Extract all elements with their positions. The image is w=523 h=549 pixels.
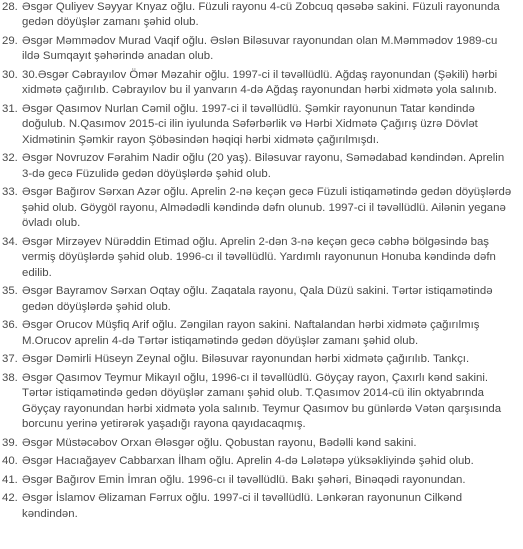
list-item [0, 185, 517, 231]
item-number: 36. [2, 319, 18, 332]
item-number: 31. [2, 103, 18, 115]
item-text: Əsgər Bağırov Sərxan Azər oğlu. Aprelin 2-nə keçən gecə Füzuli istiqamətində gedən döyüşlərdə şəhid olub. Göygöl rayonu, Almədədli kəndində dəfn olunub. 1997-ci il təvəllüdlü. Ailənin yeganə övladı olub. [22, 186, 512, 230]
list-item [0, 235, 517, 281]
item-number: 29. [2, 35, 18, 47]
item-number: 41. [2, 473, 18, 486]
item-text: Əsgər Novruzov Fərahim Nadir oğlu (20 yaş). Biləsuvar rayonu, Səmədabad kəndindən. Aprelin 3-də gecə Füzulidə gedən döyüşlərdə şəhid olub. [22, 152, 505, 180]
item-text: Əsgər Qasımov Nurlan Cəmil oğlu. 1997-ci il təvəllüdlü. Şəmkir rayonunun Tatar kəndində doğulub. N.Qasımov 2015-ci ilin iyulunda Səfərbərlik və Hərbi Xidmətə Çağırış üzrə Dövlət Xidmətinin Şəmkir rayon Şöbəsindən həqiqi hərbi xidmətə çağırılmışdı. [22, 103, 478, 146]
item-text: Əsgər Məmmədov Murad Vaqif oğlu. Əslən Biləsuvar rayonundan olan M.Məmmədov 1989-cu ildə Sumqayıt şəhərində anadan olub. [22, 35, 498, 63]
item-number: 40. [2, 455, 18, 468]
item-number: 38. [2, 371, 18, 384]
item-number: 28. [2, 1, 18, 13]
list-item [0, 151, 517, 182]
list-item [0, 371, 517, 433]
list-item [0, 473, 517, 488]
item-text: Əsgər Mirzəyev Nürəddin Etimad oğlu. Aprelin 2-dən 3-nə keçən gecə cəbhə bölgəsində baş vermiş döyüşlərdə şəhid olub. 1996-cı il təvəllüdlü. Yardımlı rayonunun Honuba kəndində dəfn edilib. [22, 235, 496, 279]
item-number: 37. [2, 353, 18, 366]
item-text: Əsgər İslamov Əlizaman Fərrux oğlu. 1997-ci il təvəllüdlü. Lənkəran rayonunun Cilkənd kəndindən. [22, 492, 463, 520]
item-text: 30.Əsgər Cəbrayılov Ömər Məzahir oğlu. 1997-ci il təvəllüdlü. Ağdaş rayonundan (Şəkili) hərbi xidmətə çağırılıb. Cəbrayılov bu il yanvarın 4-də Ağdaş rayonundan hərbi xidmətə yola salınıb. [22, 69, 498, 97]
list-item [0, 102, 517, 148]
list-item [0, 436, 517, 451]
item-number: 42. [2, 492, 18, 505]
item-number: 33. [2, 186, 18, 199]
item-text: Əsgər Bağırov Emin İmran oğlu. 1996-cı il təvəllüdlü. Bakı şəhəri, Binəqədi rayonundan. [22, 473, 466, 486]
list-item [0, 454, 517, 469]
item-text: Əsgər Quliyev Səyyar Knyaz oğlu. Füzuli rayonu 4-cü Zobcuq qəsəbə sakini. Füzuli rayonunda gedən döyüşlər zamanı şəhid olub. [22, 1, 500, 29]
item-text: Əsgər Hacıağayev Cabbarxan İlham oğlu. Aprelin 4-də Lələtəpə yüksəkliyində şəhid olub. [22, 455, 474, 468]
list-item [0, 491, 517, 522]
list-item [0, 318, 517, 349]
item-number: 34. [2, 235, 18, 248]
list-item [0, 284, 517, 315]
item-text: Əsgər Bayramov Sərxan Oqtay oğlu. Zaqatala rayonu, Qala Düzü sakini. Tərtər istiqamətində gedən döyüşlərdə şəhid olub. [22, 285, 493, 313]
item-number: 30. [2, 69, 18, 81]
list-item [0, 352, 517, 367]
list-item [0, 0, 517, 31]
item-number: 35. [2, 285, 18, 298]
item-text: Əsgər Müstəcəbov Orxan Ələsgər oğlu. Qobustan rayonu, Bədəlli kənd sakini. [22, 436, 417, 449]
item-text: Əsgər Qasımov Teymur Mikayıl oğlu, 1996-cı il təvəllüdlü. Göyçay rayon, Çaxırlı kənd sakini. Tərtər istiqamətində gedən döyüşlər zamanı şəhid olub. T.Qasımov 2014-cü ilin oktyabrında Göyçay rayonundan hərbi xidmətə yola salınıb. Teymur Qasımov bu günlərdə Vətən qarşısında borcunu yerinə yetirərək yaşadığı rayona qayıdacaqmış. [22, 371, 502, 431]
item-number: 32. [2, 152, 18, 165]
item-number: 39. [2, 436, 18, 449]
list-item [0, 34, 517, 65]
item-text: Əsgər Dəmirli Hüseyn Zeynal oğlu. Biləsuvar rayonundan hərbi xidmətə çağırılıb. Tankçı. [22, 353, 470, 366]
list-item [0, 68, 517, 99]
item-text: Əsgər Orucov Müşfiq Arif oğlu. Zəngilan rayon sakini. Naftalandan hərbi xidmətə çağırılmış M.Orucov aprelin 4-də Tərtər istiqamətində gedən döyüşlər zamanı şəhid olub. [22, 319, 480, 347]
